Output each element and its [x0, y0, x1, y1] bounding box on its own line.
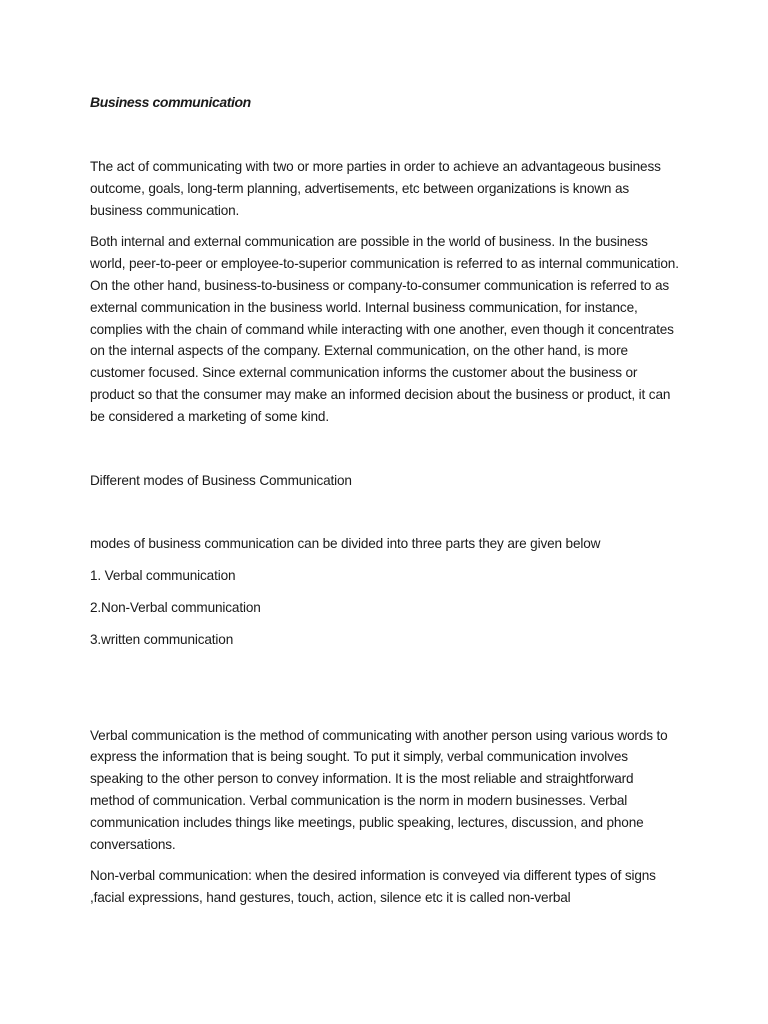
- paragraph-definition: The act of communicating with two or more parties in order to achieve an advantageous business outcome, goals, long-term planning, advertisements, etc between organizations is known as business communication.: [90, 159, 661, 218]
- paragraph-internal-external: Both internal and external communication are possible in the world of business. In the business world, peer-to-peer or employee-to-superior communication is referred to as internal communication. On the other hand, business-to-business or company-to-consumer communication is referred to as external communication in the business world. Internal business communication, for instance, complies with the chain of command while interacting with one another, even though it concentrates on the internal aspects of the company. External communication, on the other hand, is more customer focused. Since external communication informs the customer about the business or product so that the consumer may make an informed decision about the business or product, it can be considered a marketing of some kind.: [90, 234, 679, 424]
- paragraph-modes-intro: modes of business communication can be divided into three parts they are given below: [90, 536, 601, 552]
- paragraph-non-verbal: Non-verbal communication: when the desired information is conveyed via different types of signs ,facial expressions, hand gestures, touch, action, silence etc it is called non-verbal: [90, 868, 656, 906]
- section-heading-modes: Different modes of Business Communication: [90, 472, 352, 488]
- list-item-non-verbal: 2.Non-Verbal communication: [90, 599, 261, 615]
- list-item-verbal: 1. Verbal communication: [90, 568, 236, 584]
- document-body: [90, 92, 680, 919]
- paragraph-verbal: Verbal communication is the method of communicating with another person using various words to express the information that is being sought. To put it simply, verbal communication involves speaking to the other person to convey information. It is the most reliable and straightforward method of communication. Verbal communication is the norm in modern businesses. Verbal communication includes things like meetings, public speaking, lectures, discussion, and phone conversations.: [90, 727, 668, 852]
- document-title: Business communication: [90, 94, 251, 110]
- list-item-written: 3.written communication: [90, 631, 234, 647]
